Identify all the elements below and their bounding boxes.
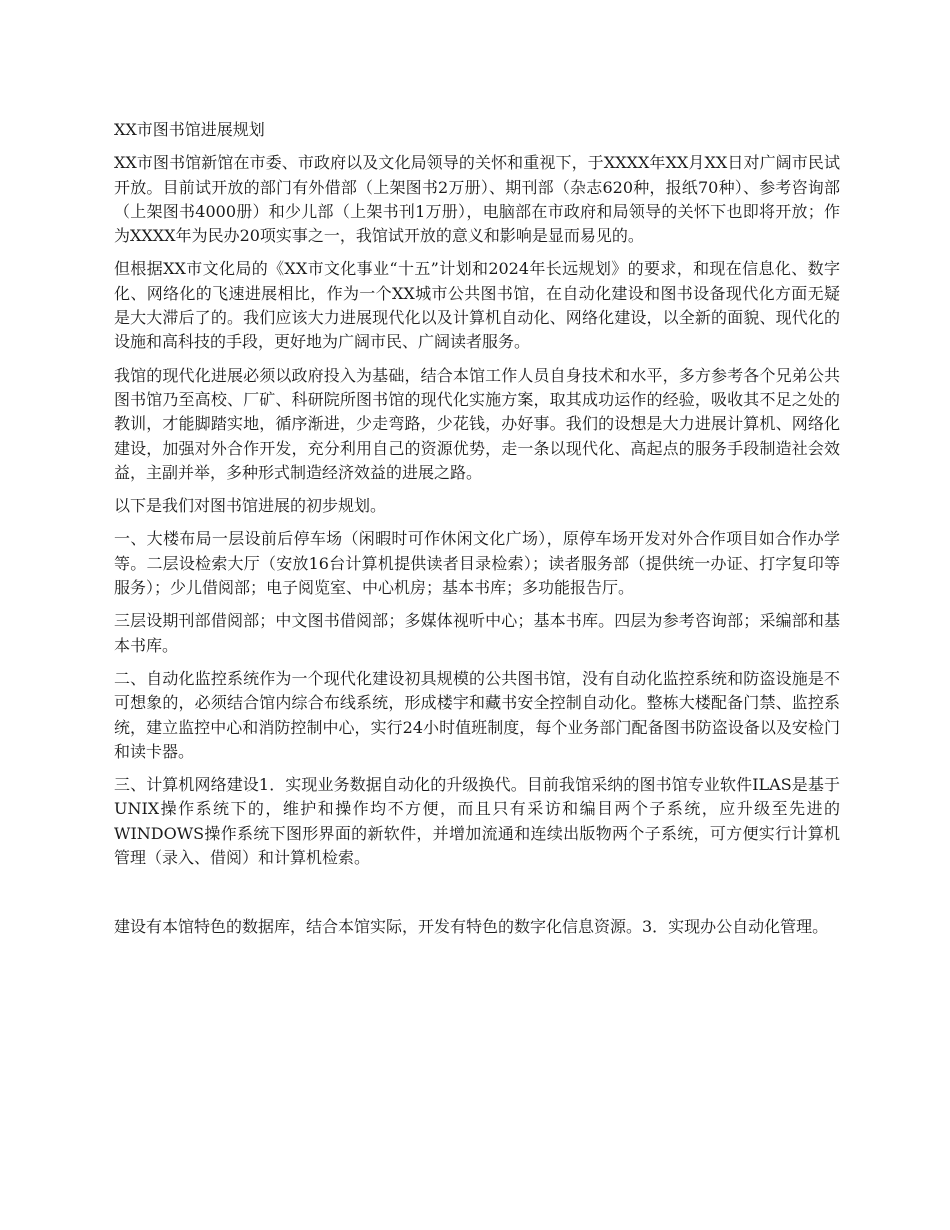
document-title: XX市图书馆进展规划 xyxy=(114,120,265,139)
paragraph-9: 建设有本馆特色的数据库，结合本馆实际，开发有特色的数字化信息资源。3．实现办公自动化管理。 xyxy=(114,917,829,937)
paragraph-6: 三层设期刊部借阅部；中文图书借阅部；多媒体视听中心；基本书库。四层为参考咨询部；采编部和基本书库。 xyxy=(114,611,840,655)
paragraph-1: XX市图书馆新馆在市委、市政府以及文化局领导的关怀和重视下，于XXXX年XX月XX日对广阔市民试开放。目前试开放的部门有外借部（上架图书2万册）、期刊部（杂志620种，报纸70种）、参考咨询部（上架图书4000册）和少儿部（上架书刊1万册），电脑部在市政府和局领导的关怀下也即将开放；作为XXXX年为民办20项实事之一，我馆试开放的意义和影响是显而易见的。 xyxy=(114,153,840,246)
paragraph-5: 一、大楼布局一层设前后停车场（闲暇时可作休闲文化广场），原停车场开发对外合作项目如合作办学等。二层设检索大厅（安放16台计算机提供读者目录检索）；读者服务部（提供统一办证、打字复印等服务）；少儿借阅部；电子阅览室、中心机房；基本书库；多功能报告厅。 xyxy=(114,529,840,598)
paragraph-7: 二、自动化监控系统作为一个现代化建设初具规模的公共图书馆，没有自动化监控系统和防盗设施是不可想象的，必须结合馆内综合布线系统，形成楼宇和藏书安全控制自动化。整栋大楼配备门禁、监控系统，建立监控中心和消防控制中心，实行24小时值班制度，每个业务部门配备图书防盗设备以及安检门和读卡器。 xyxy=(114,668,840,761)
paragraph-8: 三、计算机网络建设1．实现业务数据自动化的升级换代。目前我馆采纳的图书馆专业软件ILAS是基于UNIX操作系统下的，维护和操作均不方便，而且只有采访和编目两个子系统，应升级至先进的WINDOWS操作系统下图形界面的新软件，并增加流通和连续出版物两个子系统，可方便实行计算机管理（录入、借阅）和计算机检索。 xyxy=(114,775,840,868)
paragraph-3: 我馆的现代化进展必须以政府投入为基础，结合本馆工作人员自身技术和水平，多方参考各个兄弟公共图书馆乃至高校、厂矿、科研院所图书馆的现代化实施方案，取其成功运作的经验，吸收其不足之处的教训，才能脚踏实地，循序渐进，少走弯路，少花钱，办好事。我们的设想是大力进展计算机、网络化建设，加强对外合作开发，充分利用自己的资源优势，走一条以现代化、高起点的服务手段制造社会效益，主副并举，多种形式制造经济效益的进展之路。 xyxy=(114,365,840,482)
paragraph-2: 但根据XX市文化局的《XX市文化事业“十五”计划和2024年长远规划》的要求，和现在信息化、数字化、网络化的飞速进展相比，作为一个XX城市公共图书馆，在自动化建设和图书设备现代化方面无疑是大大滞后了的。我们应该大力进展现代化以及计算机自动化、网络化建设，以全新的面貌、现代化的设施和高科技的手段，更好地为广阔市民、广阔读者服务。 xyxy=(114,259,840,352)
paragraph-4: 以下是我们对图书馆进展的初步规划。 xyxy=(114,496,387,516)
document-page xyxy=(114,118,840,949)
